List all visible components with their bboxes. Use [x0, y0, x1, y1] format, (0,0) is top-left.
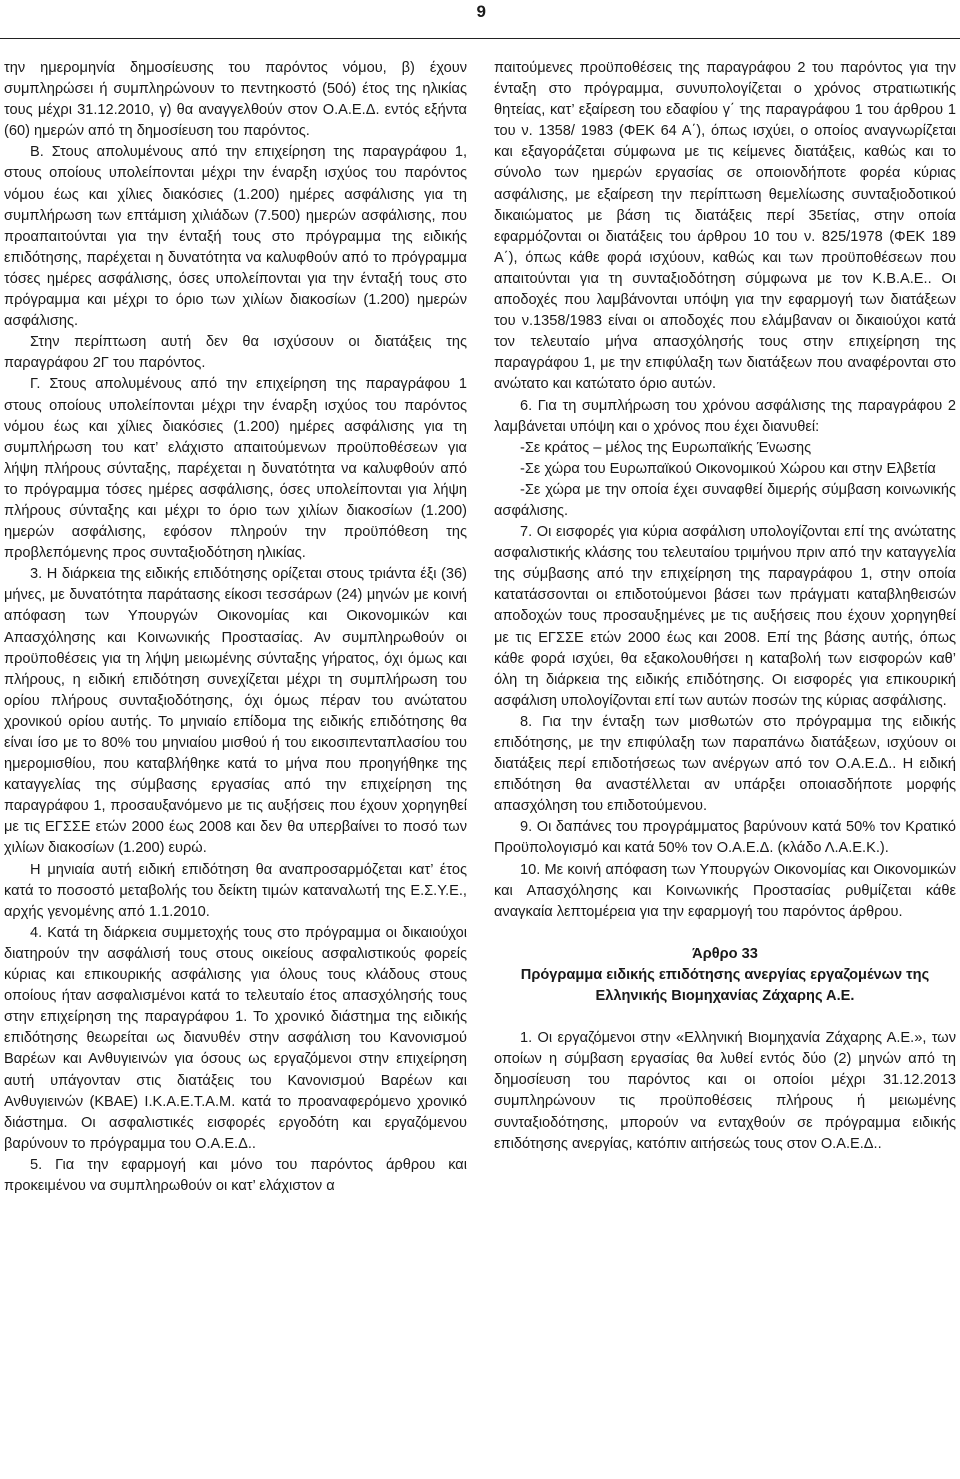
- article-paragraph: 1. Οι εργαζόμενοι στην «Ελληνική Βιομηχανία Ζάχαρης Α.Ε.», των οποίων η σύμβαση εργασίας θα λυθεί εντός δύο (2) μηνών από τη δημοσίευση του παρόντος και οι οποίοι μέχρι 31.12.2013 συμπληρώνουν τις προϋποθέσεις πλήρους ή μειωμένης συνταξιοδότησης, μπορούν να ενταχθούν σε πρόγραμμα ειδικής επιδότησης ανεργίας, κατόπιν αιτήσεώς τους στον Ο.Α.Ε.Δ..: [494, 1030, 956, 1152]
- paragraph: Στην περίπτωση αυτή δεν θα ισχύσουν οι διατάξεις της παραγράφου 2Γ του παρόντος.: [4, 334, 467, 372]
- right-column: [494, 58, 956, 1155]
- page-number: 9: [476, 2, 486, 21]
- paragraph: Β. Στους απολυμένους από την επιχείρηση της παραγράφου 1, στους οποίους υπολείπονται μέχρι την έναρξη ισχύος του παρόντος νόμου έως και χίλιες διακόσιες (1.200) ημέρες ασφάλισης για τη συμπλήρωση των επτάμιση χιλιάδων (7.500) ημερών ασφάλισης, που προαπαιτούνται για την ένταξή τους στο πρόγραμμα της ειδικής επιδότησης, παρέχεται η δυνατότητα να καλυφθούν από το πρόγραμμα τόσες ημέρες ασφάλισης, όσες υπολείπονται για την ένταξή τους στο πρόγραμμα και μέχρι το όριο των χιλίων διακοσίων (1.200) ημερών ασφάλισης.: [4, 144, 467, 330]
- paragraph: 10. Με κοινή απόφαση των Υπουργών Οικονομίας και Οικονομικών και Απασχόλησης και Κοινωνικής Προστασίας ρυθμίζεται κάθε αναγκαία λεπτομέρεια για την εφαρμογή του παρόντος άρθρου.: [494, 861, 956, 920]
- paragraph: παιτούμενες προϋποθέσεις της παραγράφου 2 του παρόντος για την ένταξη στο πρόγραμμα, συνυπολογίζεται ο χρόνος στρατιωτικής θητείας, κατ’ εξαίρεση του εδαφίου γ΄ της παραγράφου 1 του άρθρου 1 του ν. 1358/ 1983 (ΦΕΚ 64 Α΄), όπως ισχύει, ο οποίος αναγνωρίζεται και εξαγοράζεται σύμφωνα με τις κείμενες διατάξεις, καθώς και το σύνολο των ημερών εργασίας σε οποιονδήποτε φορέα κύριας ασφάλισης, με εξαίρεση την περίπτωση θεμελίωσης συνταξιοδοτικού δικαιώματος με βάση τις διατάξεις περί 35ετίας, στην οποία εφαρμόζονται οι διατάξεις του άρθρου 10 του ν. 825/1978 (ΦΕΚ 189 Α΄), όπως κάθε φορά ισχύουν, καθώς και των προϋποθέσεων που απαιτούνται για τη συνταξιοδότηση σύμφωνα με τον Κ.Β.Α.Ε.. Οι αποδοχές που λαμβάνονται υπόψη για την εφαρμογή των διατάξεων του ν.1358/1983 είναι οι αποδοχές που ελάμβαναν οι δικαιούχοι κατά τον τελευταίο μήνα απασχόλησής τους στην επιχείρηση της παραγράφου 1, με την επιφύλαξη των διατάξεων που αναφέρονται στο ανώτατο και κατώτατο όριο αυτών.: [494, 60, 956, 393]
- header-rule: [0, 38, 960, 39]
- paragraph: 9. Οι δαπάνες του προγράμματος βαρύνουν κατά 50% τον Κρατικό Προϋπολογισμό και κατά 50% τον Ο.Α.Ε.Δ. (κλάδο Λ.Α.Ε.Κ.).: [494, 819, 956, 857]
- paragraph: Γ. Στους απολυμένους από την επιχείρηση της παραγράφου 1 στους οποίους υπολείπονται μέχρι την έναρξη ισχύος του παρόντος νόμου έως και χίλιες διακόσιες (1.200) ημέρες ασφάλισης για τη συμπλήρωση του κατ’ ελάχιστο απαιτούμενων προϋποθέσεων για λήψη πλήρους σύνταξης, παρέχεται η δυνατότητα να καλυφθούν από το πρόγραμμα τόσες ημέρες ασφάλισης, όσες υπολείπονται για λήψη πλήρους σύνταξης και μέχρι το όριο των χιλίων διακοσίων (1.200) ημερών ασφάλισης, εφόσον πληρούν την προϋπόθεση της προβλεπόμενης προς συνταξιοδότηση ηλικίας.: [4, 376, 467, 562]
- list-item: -Σε κράτος – μέλος της Ευρωπαϊκής Ένωσης: [520, 439, 812, 456]
- article-title: Πρόγραμμα ειδικής επιδότησης ανεργίας εργαζομένων της Ελληνικής Βιομηχανίας Ζάχαρης Α.Ε.: [520, 966, 930, 1005]
- paragraph: 4. Κατά τη διάρκεια συμμετοχής τους στο πρόγραμμα οι δικαιούχοι διατηρούν την ασφάλισή τους στους οικείους ασφαλιστικούς φορείς κύριας και επικουρικής ασφάλισης για όλους τους κλάδους στους οποίους ήταν ασφαλισμένοι κατά το τελευταίο έτος απασχόλησής τους στην επιχείρηση της παραγράφου 1. Το χρονικό διάστημα της ειδικής επιδότησης θεωρείται ως διανυθέν στην ασφάλιση του Κανονισμού Βαρέων και Ανθυγιεινών για όσους ως εργαζόμενοι στην επιχείρηση αυτή υπάγονταν στις διατάξεις του Κανονισμού Βαρέων και Ανθυγιεινών (ΚΒΑΕ) Ι.Κ.Α.Ε.Τ.Α.Μ. κατά το προαναφερόμενο χρονικό διάστημα. Οι ασφαλιστικές εισφορές εργοδότη και εργαζόμενου βαρύνουν το πρόγραμμα του Ο.Α.Ε.Δ..: [4, 924, 467, 1152]
- paragraph: Η μηνιαία αυτή ειδική επιδότηση θα αναπροσαρμόζεται κατ’ έτος κατά το ποσοστό μεταβολής του δείκτη τιμών καταναλωτή της Ε.Σ.Υ.Ε., αρχής γενομένης από 1.1.2010.: [4, 861, 467, 920]
- paragraph: 6. Για τη συμπλήρωση του χρόνου ασφάλισης της παραγράφου 2 λαμβάνεται υπόψη και ο χρόνος που έχει διανυθεί:: [494, 397, 956, 435]
- paragraph: 3. Η διάρκεια της ειδικής επιδότησης ορίζεται στους τριάντα έξι (36) μήνες, με δυνατότητα παράτασης είκοσι τεσσάρων (24) μηνών με κοινή απόφαση των Υπουργών Οικονομίας και Οικονομικών και Απασχόλησης και Κοινωνικής Προστασίας. Αν συμπληρωθούν οι προϋποθέσεις για τη λήψη μειωμένης σύνταξης γήρατος, όχι όμως και πλήρους, η ειδική επιδότηση συνεχίζεται μέχρι τη συμπλήρωση του ορίου πλήρους συνταξιοδότησης, όχι όμως πέραν του ανώτατου χρονικού ορίου αυτής. Το μηνιαίο επίδομα της ειδικής επιδότησης θα είναι ίσο με το 80% του μηνιαίου μισθού ή του εικοσιπενταπλασίου του ημερομισθίου, που καταβλήθηκε κατά το μήνα που προηγήθηκε της καταγγελίας της σύμβασης εργασίας από την επιχείρηση της παραγράφου 1, προσαυξανόμενο με τις αυξήσεις που έχουν χορηγηθεί με τις ΕΓΣΣΕ ετών 2000 έως 2008 και δεν θα υπερβαίνει το ποσό των χιλίων διακοσίων (1.200) ευρώ.: [4, 566, 467, 857]
- article-heading: Άρθρο 33: [692, 945, 758, 962]
- paragraph: 8. Για την ένταξη των μισθωτών στο πρόγραμμα της ειδικής επιδότησης, με την επιφύλαξη των παραπάνω διατάξεων, ισχύουν οι διατάξεις περί επιδοτήσεως των ανέργων από τον Ο.Α.Ε.Δ.. Η ειδική επιδότηση θα αναστέλλεται αν υπάρξει οποιασδήποτε μορφής απασχόληση του επιδοτούμενου.: [494, 713, 956, 815]
- list-item: -Σε χώρα του Ευρωπαϊκού Οικονομικού Χώρου και στην Ελβετία: [520, 460, 936, 477]
- paragraph: την ημερομηνία δημοσίευσης του παρόντος νόμου, β) έχουν συμπληρώσει ή συμπληρώνουν το πεντηκοστό (50ό) έτος της ηλικίας τους μέχρι 31.12.2010, γ) θα αναγγελθούν στον Ο.Α.Ε.Δ. εντός εξήντα (60) ημερών από τη δημοσίευση του παρόντος.: [4, 60, 467, 140]
- left-column: [4, 58, 467, 1197]
- list-item: -Σε χώρα με την οποία έχει συναφθεί διμερής σύμβαση κοινωνικής ασφάλισης.: [494, 481, 956, 519]
- paragraph: 7. Οι εισφορές για κύρια ασφάλιση υπολογίζονται επί της ανώτατης ασφαλιστικής κλάσης του τελευταίου τριμήνου πριν από την καταγγελία της σύμβασης από την επιχείρηση της παραγράφου 1, στην οποία κατατάσσονται οι επιδοτούμενοι βάσει των πράγματι καταβληθεισών αποδοχών τους προσαυξημένες με τις αυξήσεις που έχουν χορηγηθεί με τις ΕΓΣΣΕ ετών 2000 έως και 2008. Επί της βάσης αυτής, όπως κάθε φορά ισχύει, θα εξακολουθήσει η καταβολή των εισφορών καθ’ όλη τη διάρκεια της ειδικής επιδότησης. Οι εισφορές για επικουρική ασφάλιση υπολογίζονται επί των αυτών ποσών της κύριας ασφάλισης.: [494, 524, 956, 709]
- paragraph: 5. Για την εφαρμογή και μόνο του παρόντος άρθρου και προκειμένου να συμπληρωθούν οι κατ’ ελάχιστον α: [4, 1156, 467, 1194]
